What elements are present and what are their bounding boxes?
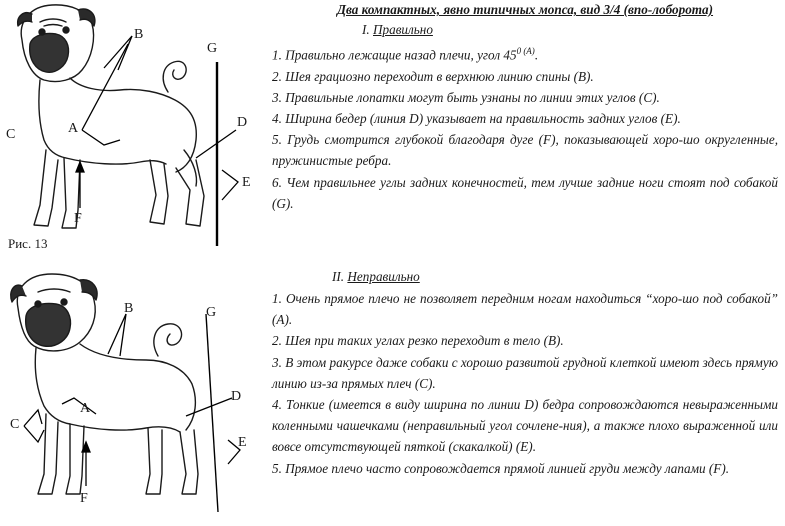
label-d: D <box>237 115 248 130</box>
label-g: G <box>207 41 218 56</box>
label-c: C <box>10 417 20 432</box>
label-a: A <box>68 121 79 136</box>
label-c: C <box>6 127 16 142</box>
list-item: 6. Чем правильнее углы задних конечностей, тем лучше задние ноги стоят под собакой (G). <box>272 174 778 211</box>
label-b: B <box>134 27 144 42</box>
label-a: A <box>80 401 91 416</box>
incorrect-description <box>272 268 778 479</box>
section-number: II. <box>332 269 345 284</box>
list-item: 5. Прямое плечо часто сопровождается прямой линией груди между лапами (F). <box>272 460 730 476</box>
list-item: 3. В этом ракурсе даже собаки с хорошо развитой грудной клеткой имеют здесь прямую линию из-за прямых плеч (C). <box>272 354 778 391</box>
section-heading-incorrect <box>272 268 778 285</box>
list-item: 2. Шея грациозно переходит в верхнюю линию спины (B). <box>272 68 594 84</box>
list-item: 4. Ширина бедер (линия D) указывает на правильность задних углов (E). <box>272 111 681 126</box>
label-d: D <box>231 389 242 404</box>
correct-description <box>272 2 778 214</box>
page-title: Два компактных, явно типичных мопса, вид 3/4 (впо-лоборота) <box>336 2 714 17</box>
label-f: F <box>80 491 88 506</box>
label-f: F <box>74 211 82 226</box>
label-g: G <box>206 305 217 320</box>
figure-incorrect-pug <box>0 264 268 526</box>
list-item: 1. Правильно лежащие назад плечи, угол $45^{0 (A)}$. <box>272 46 539 63</box>
section-word: Неправильно <box>347 269 420 284</box>
section-heading-correct <box>272 21 778 38</box>
label-b: B <box>124 301 134 316</box>
list-item: 4. Тонкие (имеется в виду ширина по линии D) бедра сопровождаются невыраженными коленными чашечками (неправильный угол сочлене-ния), а также плохо выраженной или вовсе отсутствующей пяткой (скакалкой) (E). <box>272 397 778 455</box>
figure-caption: Рис. 13 <box>8 236 48 251</box>
section-number: I. <box>362 22 370 37</box>
label-e: E <box>238 435 247 450</box>
list-item: 1. Очень прямое плечо не позволяет передним ногам находиться “хоро-шо под собакой” (A). <box>272 291 778 328</box>
list-item: 2. Шея при таких углах резко переходит в тело (B). <box>272 333 564 349</box>
list-item: 3. Правильные лопатки могут быть узнаны по линии этих углов (C). <box>272 89 660 105</box>
list-item: 5. Грудь смотрится глубокой благодаря дуге (F), показывающей хоро-шо округленные, пружинистые ребра. <box>272 132 778 169</box>
section-word: Правильно <box>373 22 433 37</box>
label-e: E <box>242 175 251 190</box>
figure-correct-pug <box>0 0 268 262</box>
pug-illustration-incorrect <box>0 264 268 526</box>
